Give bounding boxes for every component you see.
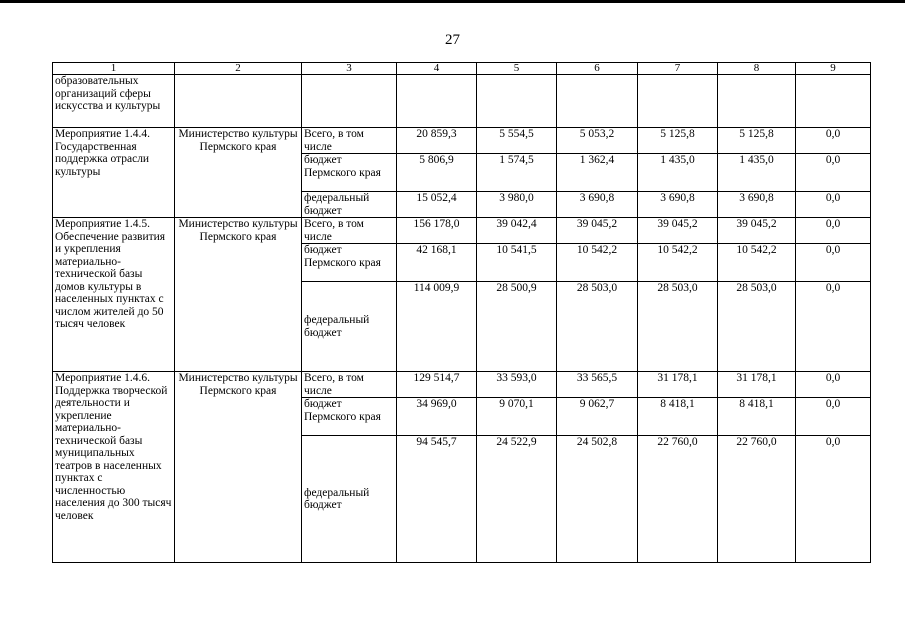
table-row [53, 218, 871, 244]
empty-cell [175, 75, 302, 128]
value-cell: 5 053,2 [557, 128, 638, 154]
value-cell: 94 545,7 [397, 436, 477, 563]
value-cell: 28 503,0 [638, 282, 718, 372]
column-header: 8 [718, 63, 796, 75]
empty-cell [397, 75, 477, 128]
column-header: 5 [477, 63, 557, 75]
agency-name: Министерство культуры Пермского края [175, 218, 302, 372]
value-cell: 5 806,9 [397, 154, 477, 192]
value-cell: 8 418,1 [638, 398, 718, 436]
value-cell: 33 565,5 [557, 372, 638, 398]
value-cell: 10 541,5 [477, 244, 557, 282]
funding-source: Всего, в том числе [302, 372, 397, 398]
value-cell: 0,0 [796, 436, 871, 563]
value-cell: 15 052,4 [397, 192, 477, 218]
column-header: 9 [796, 63, 871, 75]
column-header: 1 [53, 63, 175, 75]
value-cell: 3 980,0 [477, 192, 557, 218]
value-cell: 0,0 [796, 154, 871, 192]
value-cell: 0,0 [796, 218, 871, 244]
column-number-row [53, 63, 871, 75]
measure-name: Мероприятие 1.4.4. Государственная поддержка отрасли культуры [53, 128, 175, 218]
value-cell: 3 690,8 [557, 192, 638, 218]
value-cell: 31 178,1 [638, 372, 718, 398]
column-header: 7 [638, 63, 718, 75]
value-cell: 39 042,4 [477, 218, 557, 244]
funding-source: федеральный бюджет [302, 282, 397, 372]
value-cell: 24 522,9 [477, 436, 557, 563]
funding-source: бюджет Пермского края [302, 154, 397, 192]
value-cell: 39 045,2 [718, 218, 796, 244]
value-cell: 0,0 [796, 282, 871, 372]
value-cell: 0,0 [796, 372, 871, 398]
measure-name-continued: образовательных организаций сферы искусства и культуры [53, 75, 175, 128]
value-cell: 0,0 [796, 128, 871, 154]
column-header: 3 [302, 63, 397, 75]
value-cell: 5 554,5 [477, 128, 557, 154]
value-cell: 10 542,2 [638, 244, 718, 282]
value-cell: 28 503,0 [557, 282, 638, 372]
page-number: 27 [445, 32, 460, 48]
value-cell: 28 500,9 [477, 282, 557, 372]
budget-table [52, 62, 871, 563]
value-cell: 3 690,8 [718, 192, 796, 218]
empty-cell [477, 75, 557, 128]
value-cell: 9 062,7 [557, 398, 638, 436]
value-cell: 22 760,0 [638, 436, 718, 563]
value-cell: 0,0 [796, 244, 871, 282]
value-cell: 31 178,1 [718, 372, 796, 398]
value-cell: 33 593,0 [477, 372, 557, 398]
value-cell: 24 502,8 [557, 436, 638, 563]
value-cell: 42 168,1 [397, 244, 477, 282]
value-cell: 0,0 [796, 398, 871, 436]
value-cell: 156 178,0 [397, 218, 477, 244]
measure-name: Мероприятие 1.4.6. Поддержка творческой деятельности и укрепление материально-технической базы муниципальных театров в населенных пунктах с численностью населения до 300 тысяч человек [53, 372, 175, 563]
value-cell: 5 125,8 [718, 128, 796, 154]
value-cell: 129 514,7 [397, 372, 477, 398]
value-cell: 20 859,3 [397, 128, 477, 154]
value-cell: 39 045,2 [638, 218, 718, 244]
agency-name: Министерство культуры Пермского края [175, 128, 302, 218]
value-cell: 1 435,0 [638, 154, 718, 192]
value-cell: 0,0 [796, 192, 871, 218]
scan-top-border [0, 0, 905, 3]
value-cell: 1 362,4 [557, 154, 638, 192]
value-cell: 8 418,1 [718, 398, 796, 436]
funding-source: федеральный бюджет [302, 192, 397, 218]
continuation-row [53, 75, 871, 128]
funding-source: Всего, в том числе [302, 218, 397, 244]
value-cell: 5 125,8 [638, 128, 718, 154]
value-cell: 9 070,1 [477, 398, 557, 436]
table-row [53, 128, 871, 154]
table-row [53, 372, 871, 398]
empty-cell [302, 75, 397, 128]
agency-name: Министерство культуры Пермского края [175, 372, 302, 563]
column-header: 6 [557, 63, 638, 75]
value-cell: 114 009,9 [397, 282, 477, 372]
value-cell: 28 503,0 [718, 282, 796, 372]
column-header: 4 [397, 63, 477, 75]
value-cell: 22 760,0 [718, 436, 796, 563]
value-cell: 1 574,5 [477, 154, 557, 192]
value-cell: 10 542,2 [718, 244, 796, 282]
funding-source: Всего, в том числе [302, 128, 397, 154]
funding-source: бюджет Пермского края [302, 398, 397, 436]
empty-cell [638, 75, 718, 128]
funding-source: бюджет Пермского края [302, 244, 397, 282]
value-cell: 3 690,8 [638, 192, 718, 218]
empty-cell [557, 75, 638, 128]
empty-cell [796, 75, 871, 128]
measure-name: Мероприятие 1.4.5. Обеспечение развития и укрепления материально-технической базы домов культуры в населенных пунктах с числом жителей до 50 тысяч человек [53, 218, 175, 372]
value-cell: 39 045,2 [557, 218, 638, 244]
value-cell: 1 435,0 [718, 154, 796, 192]
value-cell: 34 969,0 [397, 398, 477, 436]
funding-source: федеральный бюджет [302, 436, 397, 563]
value-cell: 10 542,2 [557, 244, 638, 282]
column-header: 2 [175, 63, 302, 75]
empty-cell [718, 75, 796, 128]
